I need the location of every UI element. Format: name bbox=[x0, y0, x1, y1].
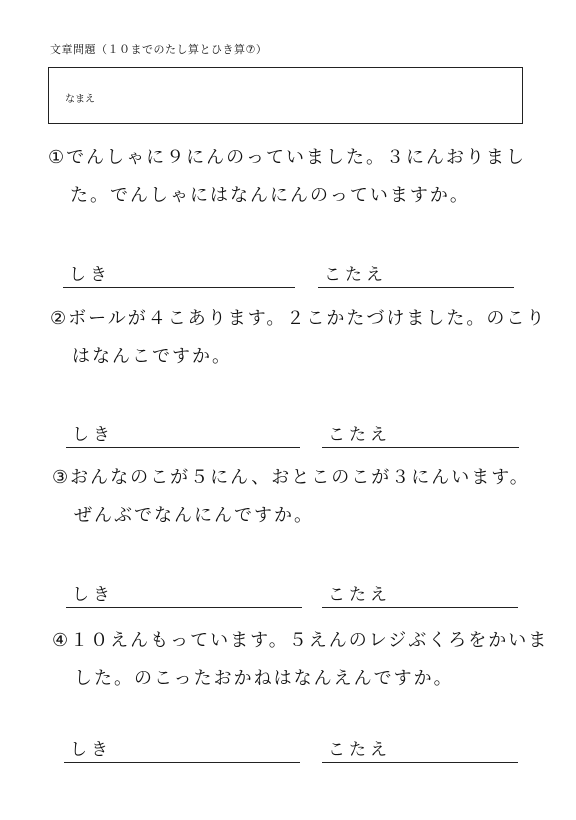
problem-4 bbox=[52, 622, 548, 698]
formula-line-2[interactable] bbox=[66, 423, 300, 448]
formula-label: しき bbox=[70, 740, 112, 760]
answer-line-3[interactable] bbox=[322, 583, 518, 608]
problem-1-line-2: た。でんしゃにはなんにんのっていますか。 bbox=[70, 185, 470, 206]
formula-line-4[interactable] bbox=[64, 738, 300, 763]
answer-line-1[interactable] bbox=[318, 263, 514, 288]
formula-line-1[interactable] bbox=[63, 263, 295, 288]
formula-label: しき bbox=[72, 585, 114, 605]
answer-line-4[interactable] bbox=[322, 738, 518, 763]
problem-1-line-1: ①でんしゃに９にんのっていました。３にんおりまし bbox=[48, 147, 526, 168]
name-label: なまえ bbox=[65, 94, 95, 105]
name-box[interactable] bbox=[48, 67, 523, 124]
answer-line-2[interactable] bbox=[322, 423, 519, 448]
answer-label: こたえ bbox=[328, 740, 391, 760]
problem-1 bbox=[48, 139, 526, 215]
answer-label: こたえ bbox=[328, 425, 391, 445]
problem-3-line-1: ③おんなのこが５にん、おとこのこが３にんいます。 bbox=[52, 467, 530, 488]
problem-4-line-2: した。のこったおかねはなんえんですか。 bbox=[74, 668, 454, 689]
answer-label: こたえ bbox=[328, 585, 391, 605]
problem-4-line-1: ④１０えんもっています。５えんのレジぶくろをかいま bbox=[52, 630, 549, 651]
formula-line-3[interactable] bbox=[66, 583, 302, 608]
problem-3-line-2: ぜんぶでなんにんですか。 bbox=[74, 505, 314, 526]
formula-label: しき bbox=[72, 425, 114, 445]
problem-2-line-2: はなんこですか。 bbox=[72, 346, 232, 367]
problem-2-line-1: ②ボールが４こあります。２こかたづけました。のこり bbox=[50, 308, 547, 329]
problem-3 bbox=[52, 459, 530, 535]
problem-2 bbox=[50, 300, 546, 376]
formula-label: しき bbox=[69, 265, 111, 285]
answer-label: こたえ bbox=[324, 265, 387, 285]
worksheet-title: 文章問題（１０までのたし算とひき算⑦） bbox=[50, 43, 268, 56]
